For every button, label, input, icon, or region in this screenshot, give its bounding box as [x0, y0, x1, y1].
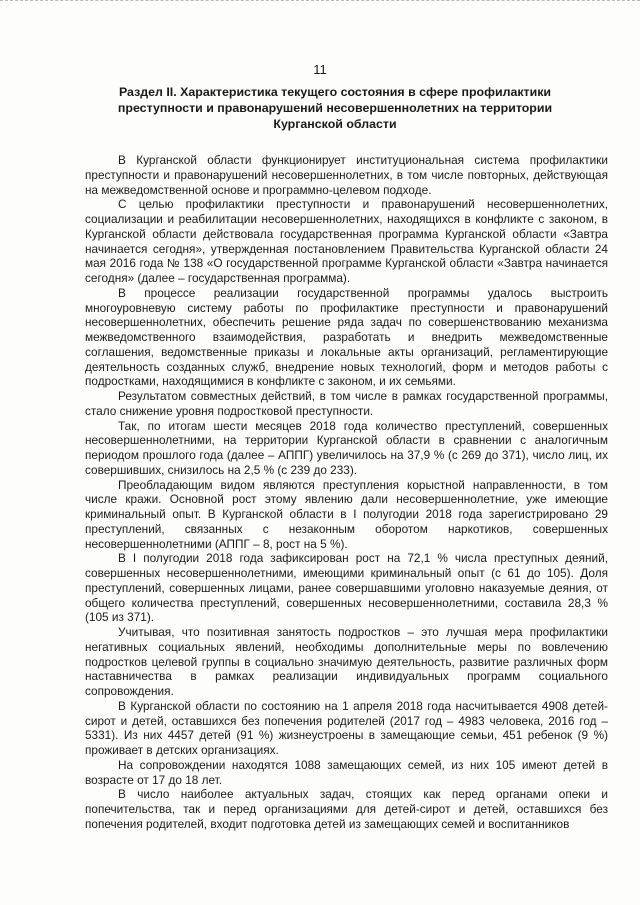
- paragraph: Учитывая, что позитивная занятость подростков – это лучшая мера профилактики негативных социальных явлений, необходимы дополнительные меры по вовлечению подростков целевой группы в социально значимую деятельность, развитие различных форм наставничества в рамках реализации индивидуальных программ социального сопровождения.: [85, 625, 608, 698]
- paragraph: Так, по итогам шести месяцев 2018 года количество преступлений, совершенных несовершеннолетними, на территории Курганской области в сравнении с аналогичным периодом прошлого года (далее – АППГ) увеличилось на 37,9 % (с 269 до 371), число лиц, их совершивших, снизилось на 2,5 % (с 239 до 233).: [85, 418, 608, 477]
- paragraph: В I полугодии 2018 года зафиксирован рост на 72,1 % числа преступных деяний, совершенных несовершеннолетними, имеющими криминальный опыт (с 61 до 105). Доля преступлений, совершенных лицами, ранее совершавшими уголовно наказуемые деяния, от общего количества преступлений, совершенных несовершеннолетними, составила 28,3 % (105 из 371).: [85, 551, 608, 625]
- paragraph: Результатом совместных действий, в том числе в рамках государственной программы, стало снижение уровня подростковой преступности.: [85, 389, 608, 418]
- paragraph: На сопровождении находятся 1088 замещающих семей, из них 105 имеют детей в возрасте от 17 до 18 лет.: [85, 757, 608, 787]
- paragraph: С целью профилактики преступности и правонарушений несовершеннолетних, социализации и реабилитации несовершеннолетних, находящихся в конфликте с законом, в Курганской области действовала государственная программа Курганской области «Завтра начинается сегодня», утвержденная постановлением Правительства Курганской области 24 мая 2016 года № 138 «О государственной программе Курганской области «Завтра начинается сегодня» (далее – государственная программа).: [85, 197, 608, 285]
- paragraph: В Курганской области по состоянию на 1 апреля 2018 года насчитывается 4908 детей-сирот и детей, оставшихся без попечения родителей (2017 год – 4983 человека, 2016 год – 5331). Из них 4457 детей (91 %) жизнеустроены в замещающие семьи, 451 ребенок (9 %) проживает в детских организациях.: [85, 698, 608, 757]
- paragraph: Преобладающим видом являются преступления корыстной направленности, в том числе кражи. Основной рост этому явлению дали несовершеннолетние, уже имеющие криминальный опыт. В Курганской области в I полугодии 2018 года зарегистрировано 29 преступлений, связанных с незаконным оборотом наркотиков, совершенных несовершеннолетними (АППГ – 8, рост на 5 %).: [85, 477, 608, 551]
- paragraph: В процессе реализации государственной программы удалось выстроить многоуровневую систему работы по профилактике преступности и правонарушений несовершеннолетних, обеспечить решение ряда задач по совершенствованию механизма межведомственного взаимодействия, разработать и внедрить межведомственные соглашения, ведомственные приказы и локальные акты организаций, регламентирующие деятельность созданных служб, внедрение новых технологий, форм и методов работы с подростками, находящимися в конфликте с законом, и их семьями.: [85, 285, 608, 389]
- paragraph: В Курганской области функционирует институциональная система профилактики преступности и правонарушений несовершеннолетних, в том числе повторных, действующая на межведомственной основе и программно-целевом подходе.: [85, 153, 608, 197]
- page-number: 11: [313, 62, 327, 77]
- section-title: Раздел II. Характеристика текущего состояния в сфере профилактики преступности и правонарушений несовершеннолетних на территории Курганской области: [117, 85, 553, 131]
- document-body: [85, 153, 608, 832]
- scan-top-edge: [0, 0, 640, 7]
- paragraph: В число наиболее актуальных задач, стоящих как перед органами опеки и попечительства, так и перед организациями для детей-сирот и детей, оставшихся без попечения родителей, входит подготовка детей из замещающих семей и воспитанников: [85, 787, 608, 831]
